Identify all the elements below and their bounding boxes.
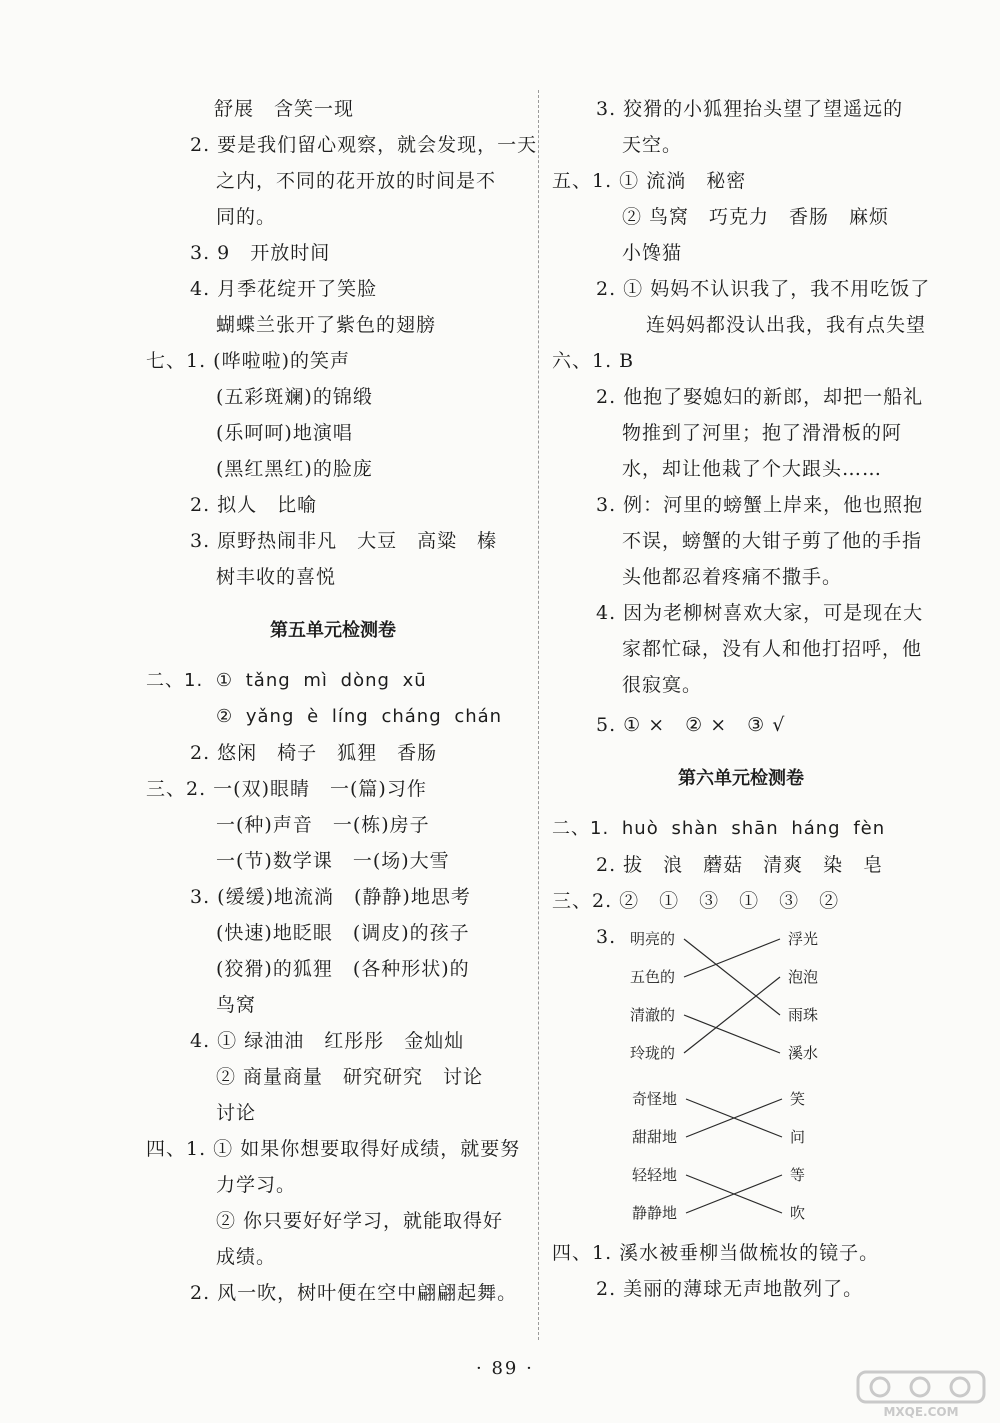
answer-line: 3. 例：河里的螃蟹上岸来，他也照抱 bbox=[596, 494, 924, 516]
answer-line: ② 鸟窝 巧克力 香肠 麻烦 bbox=[622, 206, 890, 228]
page-number: · 89 · bbox=[476, 1358, 534, 1379]
answer-line: 2. 要是我们留心观察，就会发现，一天 bbox=[190, 134, 538, 156]
answer-line: 成绩。 bbox=[216, 1246, 277, 1268]
answer-line: 4. ① 绿油油 红彤彤 金灿灿 bbox=[190, 1030, 465, 1052]
answer-line: 二、1. ① tǎng mì dòng xū bbox=[146, 670, 427, 691]
answer-line: 3. 狡猾的小狐狸抬头望了望遥远的 bbox=[596, 98, 904, 120]
answer-line: 连妈妈都没认出我，我有点失望 bbox=[646, 314, 927, 336]
matching-left-item: 奇怪地 bbox=[632, 1090, 678, 1108]
answer-line: (五彩斑斓)的锦缎 bbox=[216, 386, 373, 408]
answer-line: (乐呵呵)地演唱 bbox=[216, 422, 353, 444]
answer-line: 2. 悠闲 椅子 狐狸 香肠 bbox=[190, 742, 438, 764]
answer-line: 天空。 bbox=[622, 134, 683, 156]
matching-right-item: 问 bbox=[790, 1128, 806, 1146]
answer-line: 2. 拔 浪 蘑菇 清爽 染 皂 bbox=[596, 854, 884, 876]
matching-line bbox=[684, 939, 780, 1015]
answer-line: 四、1. ① 如果你想要取得好成绩，就要努 bbox=[146, 1138, 521, 1160]
answer-line: 舒展 含笑一现 bbox=[214, 98, 355, 120]
answer-line: 2. 美丽的薄球无声地散列了。 bbox=[596, 1278, 864, 1300]
answer-line: 三、2. ② ① ③ ① ③ ② bbox=[552, 890, 840, 912]
answer-line: 2. 拟人 比喻 bbox=[190, 494, 318, 516]
matching-right-item: 浮光 bbox=[788, 930, 819, 948]
matching-line bbox=[684, 977, 780, 1053]
answer-line: ② 商量商量 研究研究 讨论 bbox=[216, 1066, 484, 1088]
answer-line: 一(种)声音 一(栋)房子 bbox=[216, 814, 430, 836]
answer-line: 三、2. 一(双)眼睛 一(篇)习作 bbox=[146, 778, 427, 800]
answer-line: 七、1. (哗啦啦)的笑声 bbox=[146, 350, 350, 372]
matching-right-item: 泡泡 bbox=[788, 968, 819, 986]
answer-line: 3. 原野热闹非凡 大豆 高粱 榛 bbox=[190, 530, 498, 552]
answer-line: 小馋猫 bbox=[622, 242, 683, 264]
answer-line: 六、1. B bbox=[552, 350, 635, 372]
answer-line: 3. (缓缓)地流淌 (静静)地思考 bbox=[190, 886, 471, 908]
answer-line: 水，却让他栽了个大跟头…… bbox=[622, 458, 883, 480]
answer-line: 树丰收的喜悦 bbox=[216, 566, 337, 588]
answer-line: 之内，不同的花开放的时间是不 bbox=[216, 170, 497, 192]
matching-exercise bbox=[600, 920, 860, 1240]
answer-line: 很寂寞。 bbox=[622, 674, 703, 696]
matching-right-item: 雨珠 bbox=[788, 1006, 819, 1024]
watermark-logo bbox=[856, 1370, 986, 1420]
answer-line: 一(节)数学课 一(场)大雪 bbox=[216, 850, 450, 872]
answer-line: 家都忙碌，没有人和他打招呼，他 bbox=[622, 638, 923, 660]
answer-line: 同的。 bbox=[216, 206, 277, 228]
matching-right-item: 吹 bbox=[790, 1204, 806, 1222]
answer-line: 头他都忍着疼痛不撒手。 bbox=[622, 566, 843, 588]
matching-line bbox=[684, 1015, 780, 1053]
answer-line: 物推到了河里；抱了滑滑板的阿 bbox=[622, 422, 903, 444]
answer-line: ② yǎng è líng cháng chán bbox=[216, 706, 503, 727]
matching-left-item: 甜甜地 bbox=[632, 1128, 678, 1146]
section-title: 第六单元检测卷 bbox=[678, 768, 804, 789]
matching-right-item: 笑 bbox=[790, 1090, 806, 1108]
svg-text:MXQE.COM: MXQE.COM bbox=[883, 1405, 959, 1419]
answer-line: 力学习。 bbox=[216, 1174, 297, 1196]
matching-left-item: 玲珑的 bbox=[630, 1044, 676, 1062]
answer-line: 3. 9 开放时间 bbox=[190, 242, 331, 264]
answer-line: 五、1. ① 流淌 秘密 bbox=[552, 170, 747, 192]
answer-line: 3. bbox=[596, 926, 617, 948]
answer-line: 4. 因为老柳树喜欢大家，可是现在大 bbox=[596, 602, 924, 624]
answer-line: 讨论 bbox=[216, 1102, 257, 1124]
matching-line bbox=[684, 939, 780, 977]
matching-right-item: 溪水 bbox=[788, 1044, 819, 1062]
column-divider bbox=[538, 90, 539, 1340]
answer-line: 不误，螃蟹的大钳子剪了他的手指 bbox=[622, 530, 923, 552]
answer-line: 四、1. 溪水被垂柳当做梳妆的镜子。 bbox=[552, 1242, 880, 1264]
answer-line: 4. 月季花绽开了笑脸 bbox=[190, 278, 378, 300]
answer-line: 鸟窝 bbox=[216, 994, 257, 1016]
answer-line: (狡猾)的狐狸 (各种形状)的 bbox=[216, 958, 470, 980]
answer-line: ② 你只要好好学习，就能取得好 bbox=[216, 1210, 504, 1232]
answer-line: (黑红黑红)的脸庞 bbox=[216, 458, 373, 480]
section-title: 第五单元检测卷 bbox=[270, 620, 396, 641]
matching-left-item: 轻轻地 bbox=[632, 1166, 678, 1184]
matching-right-item: 等 bbox=[790, 1166, 806, 1184]
answer-line: 2. 他抱了娶媳妇的新郎，却把一船礼 bbox=[596, 386, 924, 408]
answer-line: 5. ① × ② × ③ √ bbox=[596, 714, 786, 736]
answer-line: (快速)地眨眼 (调皮)的孩子 bbox=[216, 922, 470, 944]
answer-line: 蝴蝶兰张开了紫色的翅膀 bbox=[216, 314, 437, 336]
answer-line: 2. 风一吹，树叶便在空中翩翩起舞。 bbox=[190, 1282, 518, 1304]
matching-left-item: 五色的 bbox=[630, 968, 676, 986]
matching-left-item: 明亮的 bbox=[630, 930, 676, 948]
answer-line: 2. ① 妈妈不认识我了，我不用吃饭了 bbox=[596, 278, 931, 300]
answer-line: 二、1. huò shàn shān háng fèn bbox=[552, 818, 886, 839]
matching-left-item: 清澈的 bbox=[630, 1006, 676, 1024]
matching-left-item: 静静地 bbox=[632, 1204, 678, 1222]
